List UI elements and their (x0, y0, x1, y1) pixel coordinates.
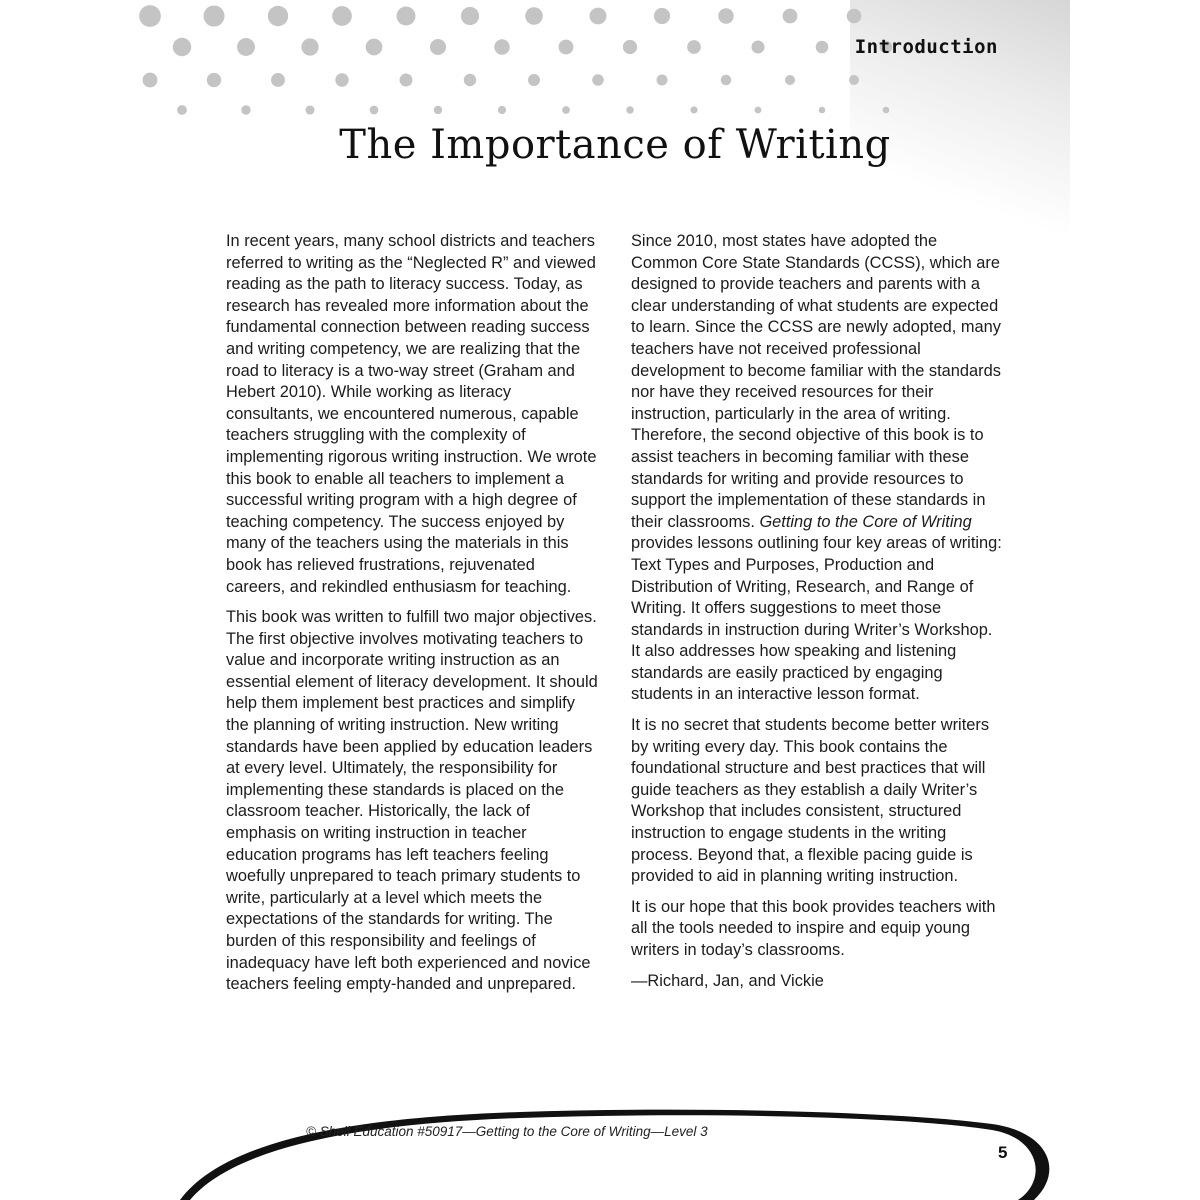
right-column (631, 231, 1003, 1001)
page-number: 5 (998, 1143, 1008, 1162)
halftone-dot (301, 38, 318, 55)
paragraph-text: Since 2010, most states have adopted the Common Core State Standards (CCSS), which are designed to provide teachers and parents with a clear understanding of what students are expected to learn. Since the CCSS are newly adopted, many teachers have not received professional development to become familiar with the standards nor have they received resources for their instruction, particularly in the area of writing. Therefore, the second objective of this book is to assist teachers in becoming familiar with these standards for writing and provide resources to support the implementation of these standards in their classrooms. (631, 232, 1001, 531)
author-signoff: —Richard, Jan, and Vickie (631, 971, 824, 990)
halftone-dot (755, 107, 762, 114)
paragraph (631, 231, 1003, 706)
halftone-dot (461, 7, 479, 25)
halftone-dot (400, 74, 413, 87)
halftone-dot (718, 8, 733, 23)
halftone-dot (366, 39, 383, 56)
halftone-dot (464, 74, 476, 86)
halftone-dot (143, 73, 158, 88)
halftone-dot (525, 7, 543, 25)
halftone-dot (849, 75, 859, 85)
halftone-dot (434, 106, 442, 114)
halftone-dot (816, 41, 829, 54)
halftone-dot (494, 39, 509, 54)
paragraph: It is no secret that students become better writers by writing every day. This book contains the foundational structure and best practices that will guide teachers as they establish a daily Writer’s Workshop that includes consistent, structured instruction to engage students in the writing process. Beyond that, a flexible pacing guide is provided to aid in planning writing instruction. (631, 716, 990, 886)
paragraph-text: provides lessons outlining four key areas of writing: Text Types and Purposes, Production and Distribution of Writing, Research, and Range of Writing. It offers suggestions to meet those standards in instruction during Writer’s Workshop. It also addresses how speaking and listening standards are easily practiced by engaging students in an interactive lesson format. (631, 534, 1002, 704)
halftone-dot (332, 6, 352, 26)
halftone-dot (207, 73, 221, 87)
halftone-dot (498, 106, 506, 114)
halftone-dot (430, 39, 446, 55)
halftone-dot (241, 105, 250, 114)
halftone-dot (847, 9, 862, 24)
section-label: Introduction (854, 36, 998, 58)
halftone-dot (271, 73, 285, 87)
halftone-dot (819, 107, 826, 114)
footer-swoosh (40, 1080, 1100, 1200)
halftone-dot (139, 5, 161, 27)
halftone-dot (268, 6, 288, 26)
book-page (130, 0, 1070, 1200)
halftone-dot (623, 40, 637, 54)
halftone-dot (657, 75, 668, 86)
halftone-dot (177, 105, 187, 115)
halftone-dot-pattern (130, 0, 1070, 140)
halftone-dot (237, 38, 255, 56)
halftone-dot (883, 107, 890, 114)
halftone-dot (783, 9, 798, 24)
halftone-dot (370, 106, 379, 115)
halftone-dot (592, 74, 604, 86)
halftone-dot (305, 105, 314, 114)
halftone-dot (654, 8, 670, 24)
page-title: The Importance of Writing (339, 122, 891, 168)
halftone-dot (559, 40, 574, 55)
halftone-dot (173, 38, 192, 57)
halftone-dot (203, 5, 224, 26)
left-column (226, 231, 598, 1005)
halftone-dot (626, 106, 634, 114)
halftone-dot (687, 40, 701, 54)
footer-copyright: © Shell Education #50917—Getting to the Core of Writing—Level 3 (306, 1124, 708, 1139)
halftone-dot (528, 74, 540, 86)
halftone-dot (690, 106, 697, 113)
halftone-dot (751, 40, 764, 53)
halftone-dot (721, 75, 732, 86)
halftone-dot (785, 75, 795, 85)
halftone-dot (397, 7, 416, 26)
paragraph: In recent years, many school districts and teachers referred to writing as the “Neglected R” and viewed reading as the path to literacy success. Today, as research has revealed more information about the fundamental connection between reading success and writing competency, we are realizing that the road to literacy is a two-way street (Graham and Hebert 2010). While working as literacy consultants, we encountered numerous, capable teachers struggling with the complexity of implementing rigorous writing instruction. We wrote this book to enable all teachers to implement a successful writing program with a high degree of teaching competency. The success enjoyed by many of the teachers using the materials in this book has relieved frustrations, rejuvenated careers, and rekindled enthusiasm for teaching. (226, 232, 597, 596)
book-title-italic: Getting to the Core of Writing (759, 512, 972, 531)
paragraph: It is our hope that this book provides teachers with all the tools needed to inspire and equip young writers in today’s classrooms. (631, 897, 996, 959)
halftone-dot (590, 8, 607, 25)
halftone-dot (562, 106, 570, 114)
halftone-dot (335, 73, 348, 86)
paragraph: This book was written to fulfill two major objectives. The first objective involves motivating teachers to value and incorporate writing instruction as an essential element of literacy development. It should help them implement best practices and simplify the planning of writing instruction. New writing standards have been applied by education leaders at every level. Ultimately, the responsibility for implementing these standards is placed on the classroom teacher. Historically, the lack of emphasis on writing instruction in teacher education programs has left teachers feeling woefully unprepared to teach primary students to write, particularly at a level which meets the expectations of the standards for writing. The burden of this responsibility and feelings of inadequacy have left both experienced and novice teachers feeling empty-handed and unprepared. (226, 608, 598, 994)
